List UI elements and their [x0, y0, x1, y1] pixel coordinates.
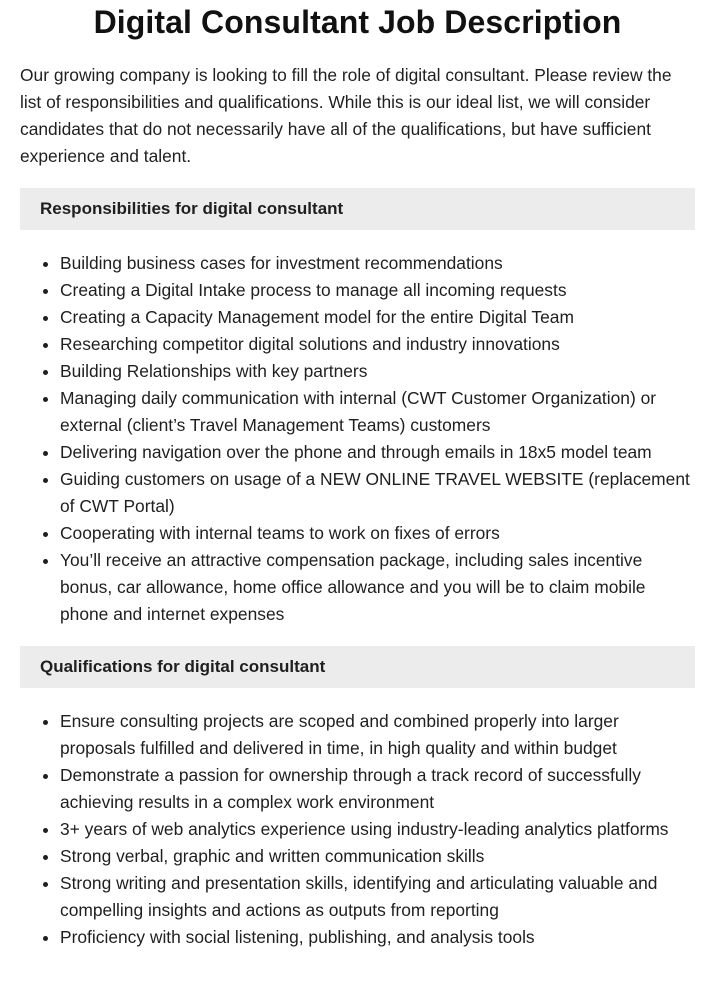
list-item: • Strong writing and presentation skills, identifying and articulating valuable and compelling insights and actions as outputs from reporting — [60, 870, 695, 924]
responsibilities-heading: Responsibilities for digital consultant — [40, 199, 344, 218]
list-item: • Ensure consulting projects are scoped and combined properly into larger proposals fulfilled and delivered in time, in high quality and within budget — [60, 708, 695, 762]
list-item: • Guiding customers on usage of a NEW ONLINE TRAVEL WEBSITE (replacement of CWT Portal) — [60, 466, 695, 520]
qualifications-heading: Qualifications for digital consultant — [40, 657, 326, 676]
list-item: • Cooperating with internal teams to work on fixes of errors — [60, 520, 695, 547]
list-item: • Researching competitor digital solutions and industry innovations — [60, 331, 695, 358]
list-item: • Strong verbal, graphic and written communication skills — [60, 843, 695, 870]
list-item: • 3+ years of web analytics experience using industry-leading analytics platforms — [60, 816, 695, 843]
responsibilities-list — [20, 250, 695, 628]
responsibilities-header — [20, 188, 695, 230]
list-item: • Creating a Digital Intake process to manage all incoming requests — [60, 277, 695, 304]
qualifications-list — [20, 708, 695, 951]
list-item: • Creating a Capacity Management model for the entire Digital Team — [60, 304, 695, 331]
list-item: • Delivering navigation over the phone and through emails in 18x5 model team — [60, 439, 695, 466]
list-item: • Managing daily communication with internal (CWT Customer Organization) or external (client’s Travel Management Teams) customers — [60, 385, 695, 439]
page-title: Digital Consultant Job Description — [93, 4, 622, 40]
list-item: • You’ll receive an attractive compensation package, including sales incentive bonus, car allowance, home office allowance and you will be to claim mobile phone and internet expenses — [60, 547, 695, 628]
intro-paragraph: Our growing company is looking to fill the role of digital consultant. Please review the list of responsibilities and qualifications. While this is our ideal list, we will consider candidates that do not necessarily have all of the qualifications, but have sufficient experience and talent. — [20, 65, 672, 166]
list-item: • Demonstrate a passion for ownership through a track record of successfully achieving results in a complex work environment — [60, 762, 695, 816]
qualifications-header — [20, 646, 695, 688]
list-item: • Building Relationships with key partners — [60, 358, 695, 385]
list-item: • Proficiency with social listening, publishing, and analysis tools — [60, 924, 695, 951]
list-item: • Building business cases for investment recommendations — [60, 250, 695, 277]
